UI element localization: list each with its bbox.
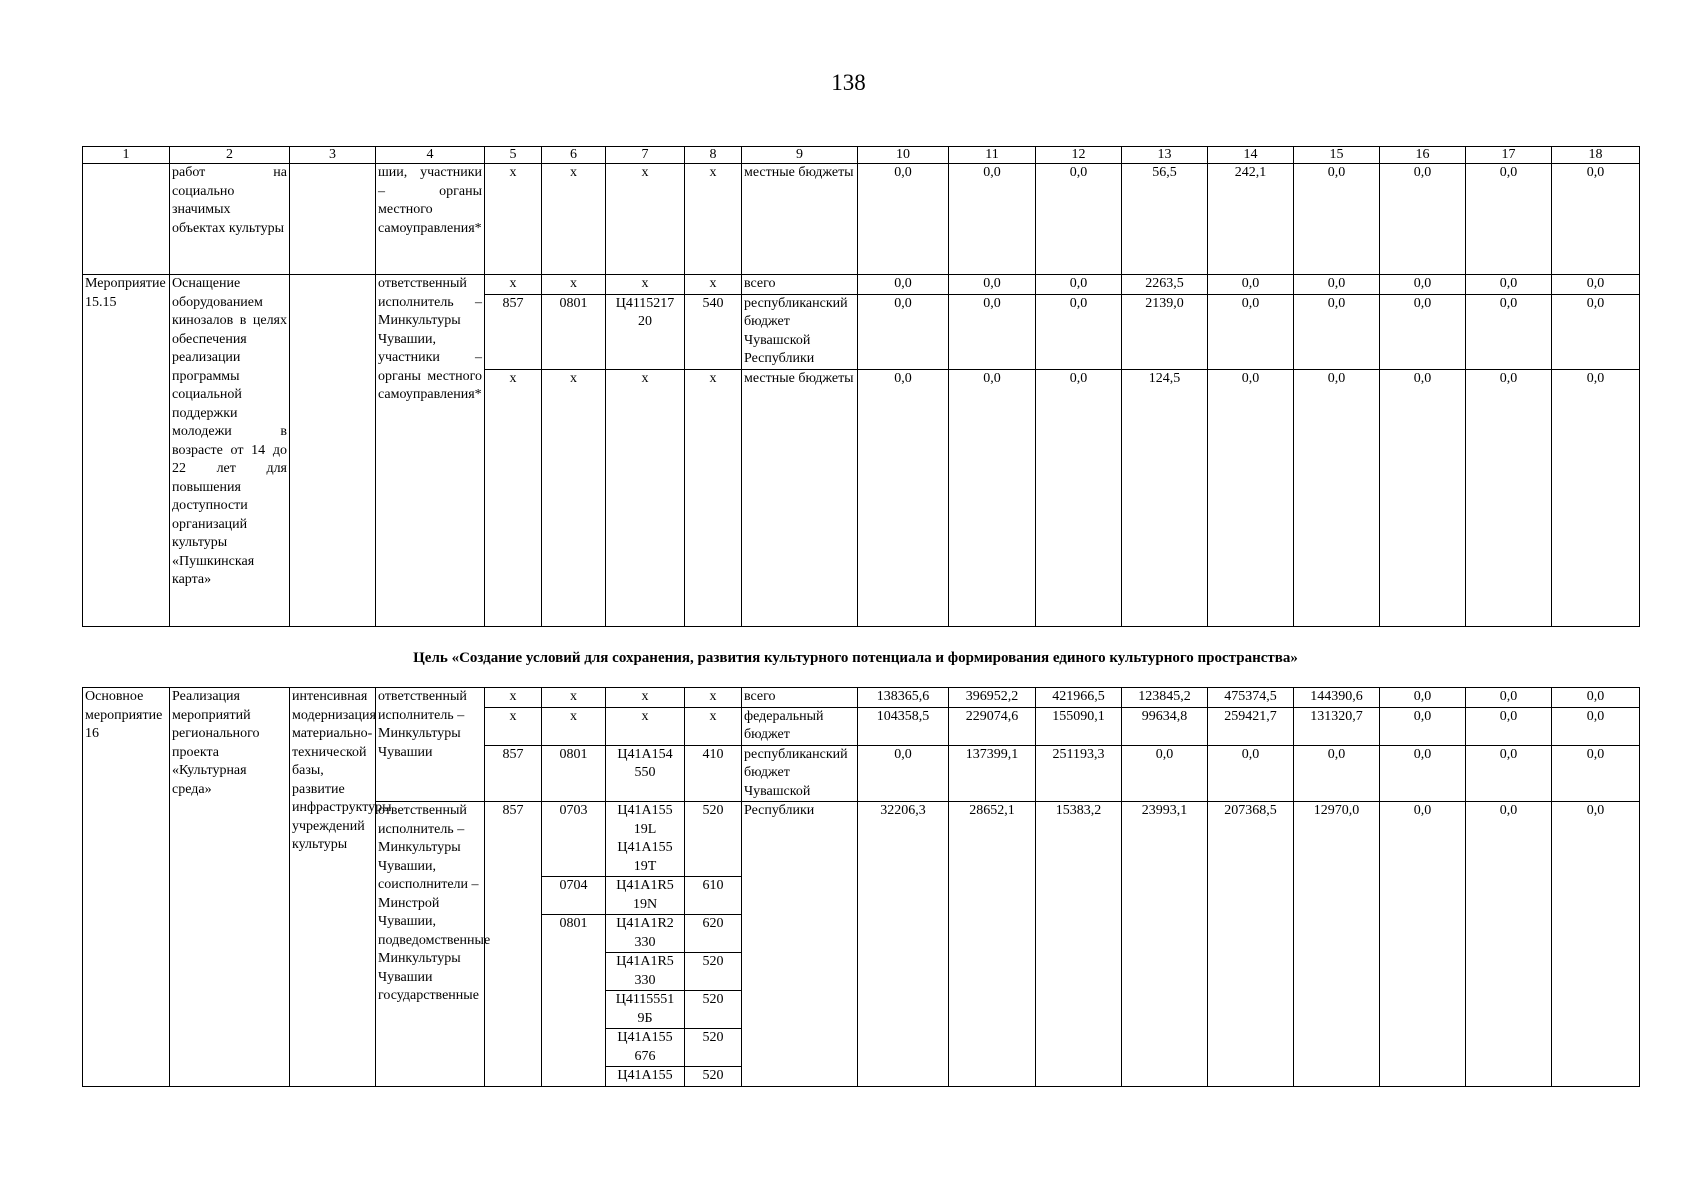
- value-cell: 421966,5: [1036, 688, 1122, 708]
- value-cell: 0,0: [1552, 275, 1640, 295]
- goal-heading: Цель «Создание условий для сохранения, развития культурного потенциала и формирования единого культурного пространства»: [413, 650, 1298, 666]
- cell-vr: 520: [685, 991, 742, 1029]
- header-cell: 10: [858, 147, 949, 164]
- activity-name: работ на социально значимых объектах культуры: [170, 164, 290, 275]
- executor: ответственный исполнитель – Минкультуры Чувашии: [376, 688, 485, 802]
- cell-csr: Ц4115551 9Б: [606, 991, 685, 1029]
- value-cell: 0,0: [1036, 164, 1122, 275]
- cell-vr: х: [685, 275, 742, 295]
- value-cell: 207368,5: [1208, 802, 1294, 1087]
- header-cell: 1: [83, 147, 170, 164]
- budget-source: всего: [742, 275, 858, 295]
- value-cell: 229074,6: [949, 707, 1036, 745]
- cell-csr: х: [606, 688, 685, 708]
- value-cell: 137399,1: [949, 745, 1036, 802]
- activity-name: Реализация мероприятий регионального проекта «Культурная среда»: [170, 688, 290, 1087]
- cell-csr: Ц41А1R2 330: [606, 915, 685, 953]
- header-cell: 7: [606, 147, 685, 164]
- value-cell: 0,0: [858, 275, 949, 295]
- value-cell: 2263,5: [1122, 275, 1208, 295]
- cell-vr: 610: [685, 877, 742, 915]
- value-cell: 0,0: [1294, 745, 1380, 802]
- value-cell: 0,0: [1036, 275, 1122, 295]
- cell-csr: Ц41А1R5 330: [606, 953, 685, 991]
- cell-vr: 540: [685, 294, 742, 369]
- value-cell: 15383,2: [1036, 802, 1122, 1087]
- cell-csr: х: [606, 369, 685, 626]
- value-cell: 0,0: [1036, 294, 1122, 369]
- value-cell: 0,0: [1552, 294, 1640, 369]
- cell-x: х: [606, 164, 685, 275]
- cell-vr: 520: [685, 953, 742, 991]
- activity-name: Оснащение оборудованием кинозалов в целях обеспечения реализации программы социальной поддержки молодежи в возрасте от 14 до 22 лет для повышения доступности организаций культуры «Пушкинская карта»: [170, 275, 290, 627]
- budget-source: местные бюджеты: [742, 369, 858, 626]
- cell-grbs: 857: [485, 745, 542, 802]
- cell-csr: Ц4115217 20: [606, 294, 685, 369]
- cell-vr: х: [685, 369, 742, 626]
- value-cell: 0,0: [1208, 369, 1294, 626]
- value-cell: 0,0: [1552, 745, 1640, 802]
- value-cell: 0,0: [1294, 369, 1380, 626]
- page-number: 138: [831, 70, 866, 95]
- header-cell: 8: [685, 147, 742, 164]
- cell-grbs: х: [485, 688, 542, 708]
- value-cell: 99634,8: [1122, 707, 1208, 745]
- value-cell: 0,0: [1466, 275, 1552, 295]
- value-cell: 0,0: [1380, 745, 1466, 802]
- header-cell: 15: [1294, 147, 1380, 164]
- header-cell: 5: [485, 147, 542, 164]
- value-cell: 0,0: [858, 294, 949, 369]
- cell-x: х: [685, 164, 742, 275]
- value-cell: 0,0: [1466, 294, 1552, 369]
- value-cell: 0,0: [1380, 707, 1466, 745]
- value-cell: 0,0: [858, 745, 949, 802]
- budget-source: республиканский бюджет Чувашской Республики: [742, 294, 858, 369]
- cell-csr: Ц41А1R5 19N: [606, 877, 685, 915]
- value-cell: 23993,1: [1122, 802, 1208, 1087]
- value-cell: 259421,7: [1208, 707, 1294, 745]
- header-cell: 14: [1208, 147, 1294, 164]
- value-cell: 0,0: [1466, 745, 1552, 802]
- value-cell: 0,0: [949, 294, 1036, 369]
- value-cell: 475374,5: [1208, 688, 1294, 708]
- value-cell: 0,0: [1466, 802, 1552, 1087]
- value-cell: 0,0: [1380, 275, 1466, 295]
- header-cell: 16: [1380, 147, 1466, 164]
- header-cell: 12: [1036, 147, 1122, 164]
- value-cell: 0,0: [1380, 369, 1466, 626]
- executor: шии, участники – органы местного самоуправления*: [376, 164, 485, 275]
- value-cell: 0,0: [1380, 802, 1466, 1087]
- value-cell: 0,0: [1208, 275, 1294, 295]
- value-cell: 56,5: [1122, 164, 1208, 275]
- value-cell: 0,0: [1294, 164, 1380, 275]
- measure-label: Основное мероприятие 16: [83, 688, 170, 1087]
- header-cell: 13: [1122, 147, 1208, 164]
- header-cell: 3: [290, 147, 376, 164]
- cell-x: х: [542, 164, 606, 275]
- value-cell: 0,0: [1552, 369, 1640, 626]
- cell-rzpr: 0704: [542, 877, 606, 915]
- value-cell: 0,0: [1552, 164, 1640, 275]
- cell-csr: Ц41А155 676: [606, 1029, 685, 1067]
- header-cell: 6: [542, 147, 606, 164]
- table-row: [83, 164, 1640, 275]
- value-cell: 144390,6: [1294, 688, 1380, 708]
- value-cell: 0,0: [1380, 294, 1466, 369]
- executor: ответственный исполнитель – Минкультуры Чувашии, участники – органы местного самоуправления*: [376, 275, 485, 627]
- cell-csr: Ц41А154 550: [606, 745, 685, 802]
- header-cell: 9: [742, 147, 858, 164]
- measure-label: Мероприятие 15.15: [83, 275, 170, 627]
- cell-grbs: х: [485, 369, 542, 626]
- header-cell: 4: [376, 147, 485, 164]
- table-row: [83, 688, 1640, 708]
- value-cell: 251193,3: [1036, 745, 1122, 802]
- value-cell: 0,0: [858, 164, 949, 275]
- header-cell: 17: [1466, 147, 1552, 164]
- cell-vr: 410: [685, 745, 742, 802]
- cell-rzpr: 0801: [542, 745, 606, 802]
- value-cell: 0,0: [1380, 164, 1466, 275]
- value-cell: 0,0: [1208, 745, 1294, 802]
- value-cell: 0,0: [1036, 369, 1122, 626]
- budget-table-lower: [82, 687, 1640, 1087]
- value-cell: 12970,0: [1294, 802, 1380, 1087]
- cell-vr: х: [685, 688, 742, 708]
- budget-source: Республики: [742, 802, 858, 1087]
- value-cell: 0,0: [1466, 369, 1552, 626]
- value-cell: 0,0: [1552, 707, 1640, 745]
- cell-vr: 620: [685, 915, 742, 953]
- result-description: интенсивная модернизация материально-технической базы, развитие инфраструктуры учреждений культуры: [290, 688, 376, 1087]
- cell-vr: 520: [685, 1029, 742, 1067]
- value-cell: 0,0: [1208, 294, 1294, 369]
- value-cell: 0,0: [949, 369, 1036, 626]
- value-cell: 0,0: [1552, 688, 1640, 708]
- executor: ответственный исполнитель – Минкультуры Чувашии, соисполнители – Минстрой Чувашии, подведомственные Минкультуры Чувашии государственные: [376, 802, 485, 1087]
- cell-rzpr: х: [542, 275, 606, 295]
- value-cell: 123845,2: [1122, 688, 1208, 708]
- cell-grbs: х: [485, 707, 542, 745]
- budget-source: местные бюджеты: [742, 164, 858, 275]
- cell-rzpr: х: [542, 707, 606, 745]
- cell-rzpr: х: [542, 688, 606, 708]
- value-cell: 0,0: [1294, 275, 1380, 295]
- budget-table-upper: [82, 146, 1640, 627]
- value-cell: 0,0: [1380, 688, 1466, 708]
- cell-grbs: 857: [485, 294, 542, 369]
- value-cell: 0,0: [858, 369, 949, 626]
- header-cell: 2: [170, 147, 290, 164]
- value-cell: 28652,1: [949, 802, 1036, 1087]
- value-cell: 0,0: [1294, 294, 1380, 369]
- value-cell: 131320,7: [1294, 707, 1380, 745]
- cell-grbs: 857: [485, 802, 542, 1087]
- cell-csr: Ц41А155: [606, 1067, 685, 1087]
- cell-rzpr: 0801: [542, 294, 606, 369]
- cell-grbs: х: [485, 275, 542, 295]
- value-cell: 2139,0: [1122, 294, 1208, 369]
- budget-source: всего: [742, 688, 858, 708]
- header-cell: 18: [1552, 147, 1640, 164]
- header-row: [83, 147, 1640, 164]
- cell-col1: [83, 164, 170, 275]
- value-cell: 0,0: [949, 164, 1036, 275]
- cell-vr: 520: [685, 1067, 742, 1087]
- value-cell: 104358,5: [858, 707, 949, 745]
- value-cell: 242,1: [1208, 164, 1294, 275]
- cell-col3: [290, 275, 376, 627]
- value-cell: 32206,3: [858, 802, 949, 1087]
- cell-rzpr: 0703: [542, 802, 606, 877]
- cell-csr: Ц41А155 19L Ц41А155 19Т: [606, 802, 685, 877]
- header-cell: 11: [949, 147, 1036, 164]
- value-cell: 124,5: [1122, 369, 1208, 626]
- value-cell: 0,0: [1122, 745, 1208, 802]
- value-cell: 0,0: [1466, 688, 1552, 708]
- value-cell: 0,0: [1552, 802, 1640, 1087]
- value-cell: 138365,6: [858, 688, 949, 708]
- value-cell: 0,0: [1466, 164, 1552, 275]
- cell-vr: х: [685, 707, 742, 745]
- cell-x: х: [485, 164, 542, 275]
- budget-source: республиканский бюджет Чувашской: [742, 745, 858, 802]
- cell-csr: х: [606, 275, 685, 295]
- cell-col3: [290, 164, 376, 275]
- cell-csr: х: [606, 707, 685, 745]
- value-cell: 0,0: [949, 275, 1036, 295]
- budget-source: федеральный бюджет: [742, 707, 858, 745]
- value-cell: 396952,2: [949, 688, 1036, 708]
- value-cell: 0,0: [1466, 707, 1552, 745]
- cell-rzpr: 0801: [542, 915, 606, 1087]
- cell-rzpr: х: [542, 369, 606, 626]
- value-cell: 155090,1: [1036, 707, 1122, 745]
- table-row: [83, 275, 1640, 295]
- cell-vr: 520: [685, 802, 742, 877]
